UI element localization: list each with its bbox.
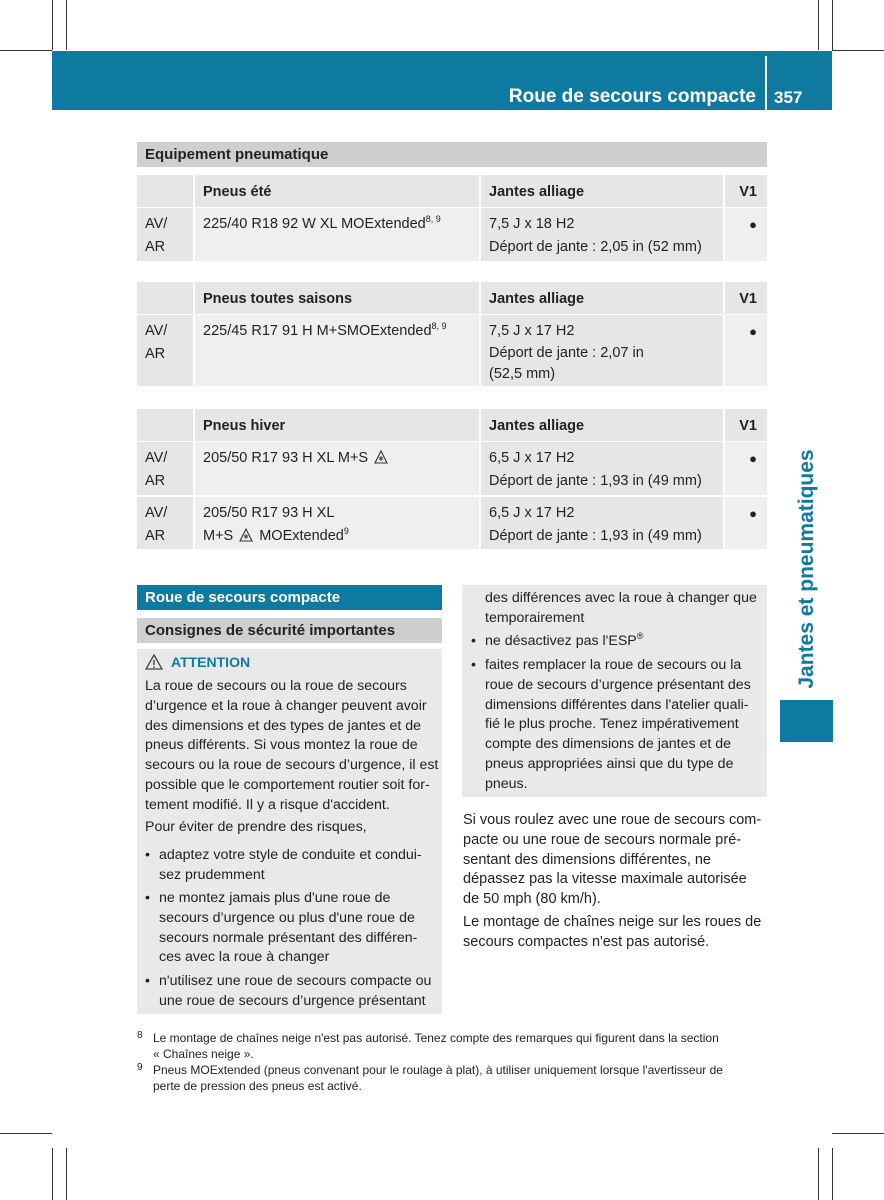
subsection-title: Roue de secours compacte	[137, 585, 442, 610]
list-item: • ne montez jamais plus d'une roue de secours d’urgence ou plus d'une roue de secours normale présentant des différen- ces avec la roue à changer	[145, 889, 440, 968]
footnote: 9 Pneus MOExtended (pneus convenant pour le roulage à plat), à utiliser uniquement lorsque l'avertisseur de perte de pression des pneus est activé.	[137, 1062, 723, 1093]
rim-size: 7,5 J x 17 H2	[489, 323, 575, 339]
list-item: • faites remplacer la roue de secours ou la roue de secours d’urgence présentant des dimensions différentes dans l'atelier quali- fié le plus proche. Tenez impérativement compte des dimensions de jantes et de pneus appropriées ainsi que du type de pneus.	[471, 656, 775, 795]
tire-size: 225/45 R17 91 H M+SMOExtended	[203, 323, 432, 339]
section-title	[137, 142, 767, 167]
header-divider	[765, 56, 767, 110]
crop-mark	[818, 1148, 819, 1200]
availability-dot: ●	[749, 324, 757, 339]
column-header: V1	[739, 418, 757, 434]
safety-heading: Consignes de sécurité importantes	[137, 618, 442, 643]
crop-mark	[832, 50, 884, 51]
column-header: Pneus été	[203, 184, 272, 200]
crop-mark	[832, 0, 833, 50]
chapter-tab	[792, 447, 822, 691]
column-header: V1	[739, 291, 757, 307]
warning-triangle-icon	[145, 654, 163, 670]
axle-label: AV/	[145, 505, 168, 521]
crop-mark	[66, 1148, 67, 1200]
footnote-ref: 8, 9	[425, 214, 441, 224]
body-paragraph: Si vous roulez avec une roue de secours com- pacte ou une roue de secours normale pré- sentant des dimensions différentes, ne dépassez pas la vitesse maximale autorisée de 50 mph (80 km/h).	[463, 812, 762, 908]
availability-dot: ●	[749, 506, 757, 521]
axle-label: AR	[145, 346, 166, 362]
tire-table-all-season	[137, 282, 767, 386]
rim-offset: Déport de jante : 2,07 in	[489, 345, 644, 361]
rim-offset-mm: (52,5 mm)	[489, 366, 556, 382]
chapter-tab-marker	[780, 700, 833, 742]
crop-mark	[52, 0, 53, 50]
axle-label: AV/	[145, 216, 168, 232]
footnote-ref: 8, 9	[431, 321, 447, 331]
tire-size: 205/50 R17 93 H XL	[203, 505, 335, 521]
axle-label: AR	[145, 239, 166, 255]
tire-size-suffix: M+S	[203, 528, 234, 544]
rim-size: 7,5 J x 18 H2	[489, 216, 575, 232]
column-header: V1	[739, 184, 757, 200]
axle-label: AV/	[145, 450, 168, 466]
table-row	[137, 315, 767, 386]
page-title: Roue de secours compacte	[508, 86, 756, 107]
crop-mark	[0, 50, 52, 51]
table-row	[137, 497, 767, 549]
warning-text: La roue de secours ou la roue de secours d’urgence et la roue à changer peuvent avoir des dimensions et des types de jantes et de pneus différents. Si vous montez la roue de secours ou la roue de secours d’urgence, il est possible que le comportement routier soit for- tement modifié. Il y a risque d'accident.	[145, 678, 439, 813]
crop-mark	[832, 1133, 884, 1134]
axle-label: AR	[145, 473, 166, 489]
body-paragraph: Le montage de chaînes neige sur les roues de secours compactes n'est pas autorisé.	[463, 914, 762, 950]
tire-table-summer	[137, 175, 767, 261]
rim-offset: Déport de jante : 1,93 in (49 mm)	[489, 473, 702, 489]
crop-mark	[0, 1133, 52, 1134]
column-header: Pneus hiver	[203, 418, 286, 434]
table-header-row	[137, 409, 767, 441]
page-number: 357	[774, 88, 803, 107]
list-item: • adaptez votre style de conduite et condui- sez prudemment	[145, 846, 440, 886]
list-item: • n'utilisez une roue de secours compacte ou une roue de secours d’urgence présentant	[145, 972, 449, 1012]
rim-size: 6,5 J x 17 H2	[489, 450, 575, 466]
rim-offset: Déport de jante : 2,05 in (52 mm)	[489, 239, 702, 255]
availability-dot: ●	[749, 451, 757, 466]
column-header: Jantes alliage	[489, 418, 585, 434]
crop-mark	[832, 1148, 833, 1200]
footnote-number: 8	[137, 1030, 143, 1041]
warning-intro: Pour éviter de prendre des risques,	[145, 819, 367, 835]
snowflake-mountain-icon	[239, 528, 253, 542]
rim-size: 6,5 J x 17 H2	[489, 505, 575, 521]
tire-size: 205/50 R17 93 H XL M+S	[203, 450, 369, 466]
table-header-row	[137, 175, 767, 207]
warning-title: ATTENTION	[145, 654, 250, 670]
tire-size: 225/40 R18 92 W XL MOExtended	[203, 216, 426, 232]
column-header: Pneus toutes saisons	[203, 291, 353, 307]
table-row	[137, 208, 767, 261]
footnote: 8 Le montage de chaînes neige n'est pas autorisé. Tenez compte des remarques qui figurent dans la section « Chaînes neige ».	[137, 1030, 719, 1061]
crop-mark	[818, 0, 819, 50]
axle-label: AV/	[145, 323, 168, 339]
table-header-row	[137, 282, 767, 314]
column-header: Jantes alliage	[489, 291, 585, 307]
warning-text-continued: des différences avec la roue à changer que temporairement	[485, 590, 757, 626]
chapter-tab-label: Jantes et pneumatiques	[795, 449, 818, 689]
table-row	[137, 442, 767, 495]
list-item: • ne désactivez pas l'ESP®	[471, 632, 775, 652]
snowflake-mountain-icon	[374, 450, 388, 464]
availability-dot: ●	[749, 217, 757, 232]
rim-offset: Déport de jante : 1,93 in (49 mm)	[489, 528, 702, 544]
section-title-text: Equipement pneumatique	[145, 146, 329, 163]
crop-mark	[66, 0, 67, 50]
tire-size-suffix: MOExtended	[259, 528, 344, 544]
footnote-number: 9	[137, 1062, 143, 1073]
footnote-ref: 9	[343, 526, 349, 536]
axle-label: AR	[145, 528, 166, 544]
column-header: Jantes alliage	[489, 184, 585, 200]
tire-table-winter	[137, 409, 767, 549]
crop-mark	[52, 1148, 53, 1200]
